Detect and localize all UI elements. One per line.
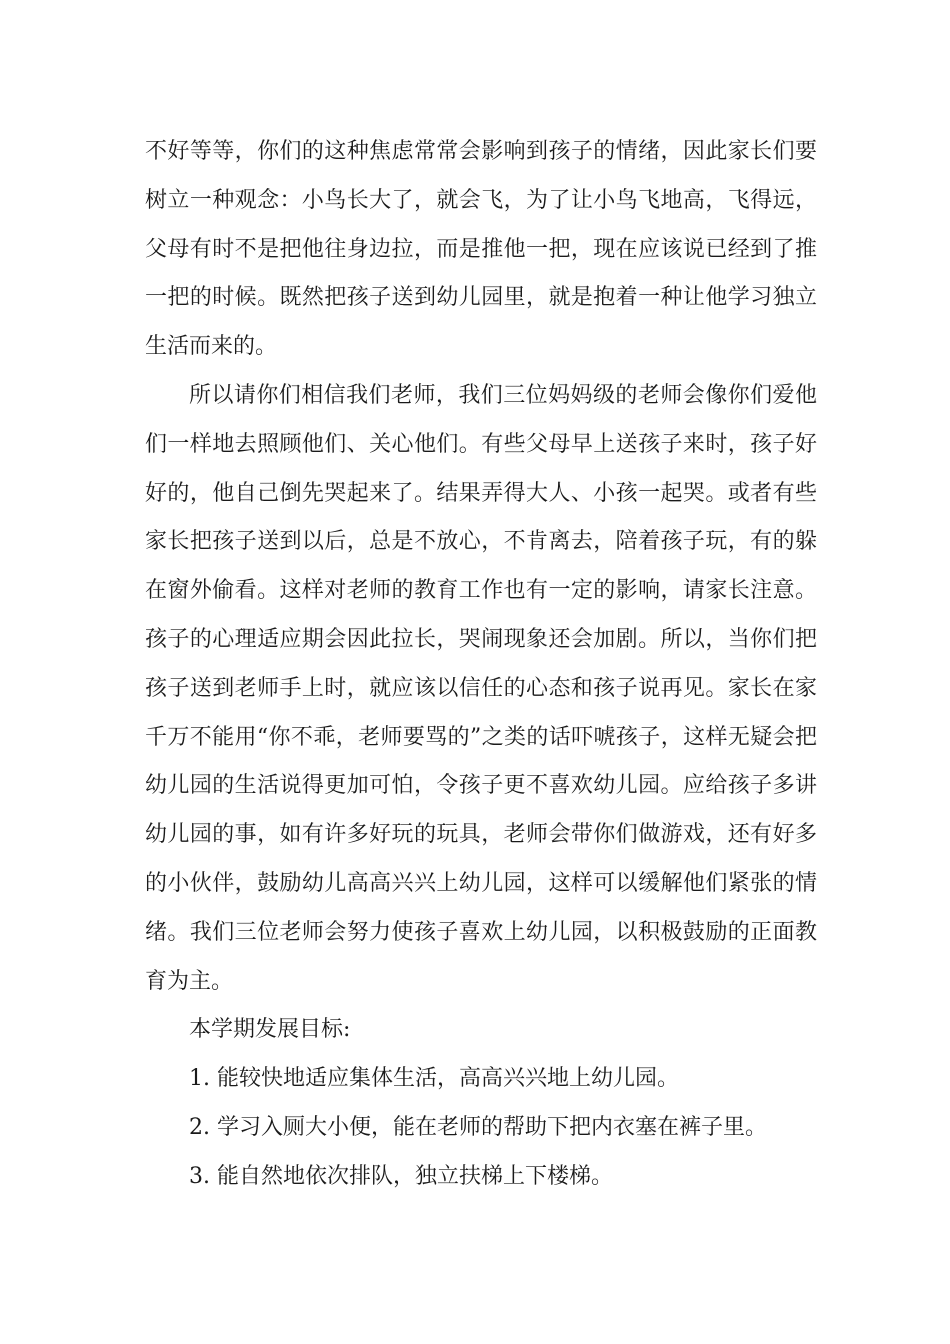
paragraph-trust-teachers: 所以请你们相信我们老师，我们三位妈妈级的老师会像你们爱他们一样地去照顾他们、关心他们。有些父母早上送孩子来时，孩子好好的，他自己倒先哭起来了。结果弄得大人、小孩一起哭。或者有些家长把孩子送到以后，总是不放心，不肯离去，陪着孩子玩，有的躲在窗外偷看。这样对老师的教育工作也有一定的影响，请家长注意。孩子的心理适应期会因此拉长，哭闹现象还会加剧。所以，当你们把孩子送到老师手上时，就应该以信任的心态和孩子说再见。家长在家千万不能用“你不乖，老师要骂的”之类的话吓唬孩子，这样无疑会把幼儿园的生活说得更加可怕，令孩子更不喜欢幼儿园。应给孩子多讲幼儿园的事，如有许多好玩的玩具，老师会带你们做游戏，还有好多的小伙伴，鼓励幼儿高高兴兴上幼儿园，这样可以缓解他们紧张的情绪。我们三位老师会努力使孩子喜欢上幼儿园，以积极鼓励的正面教育为主。: [145, 382, 817, 994]
goal-item-3: 3. 能自然地依次排队，独立扶梯上下楼梯。: [189, 1163, 613, 1189]
goals-heading: 本学期发展目标:: [189, 1017, 351, 1043]
goal-item-2: 2. 学习入厕大小便，能在老师的帮助下把内衣塞在裤子里。: [189, 1114, 767, 1140]
document-body: [145, 128, 817, 1202]
paragraph-anxiety: 不好等等，你们的这种焦虑常常会影响到孩子的情绪，因此家长们要树立一种观念：小鸟长大了，就会飞，为了让小鸟飞地高，飞得远，父母有时不是把他往身边拉，而是推他一把，现在应该说已经到了推一把的时候。既然把孩子送到幼儿园里，就是抱着一种让他学习独立生活而来的。: [145, 139, 817, 360]
goal-item-1: 1. 能较快地适应集体生活，高高兴兴地上幼儿园。: [189, 1066, 679, 1092]
